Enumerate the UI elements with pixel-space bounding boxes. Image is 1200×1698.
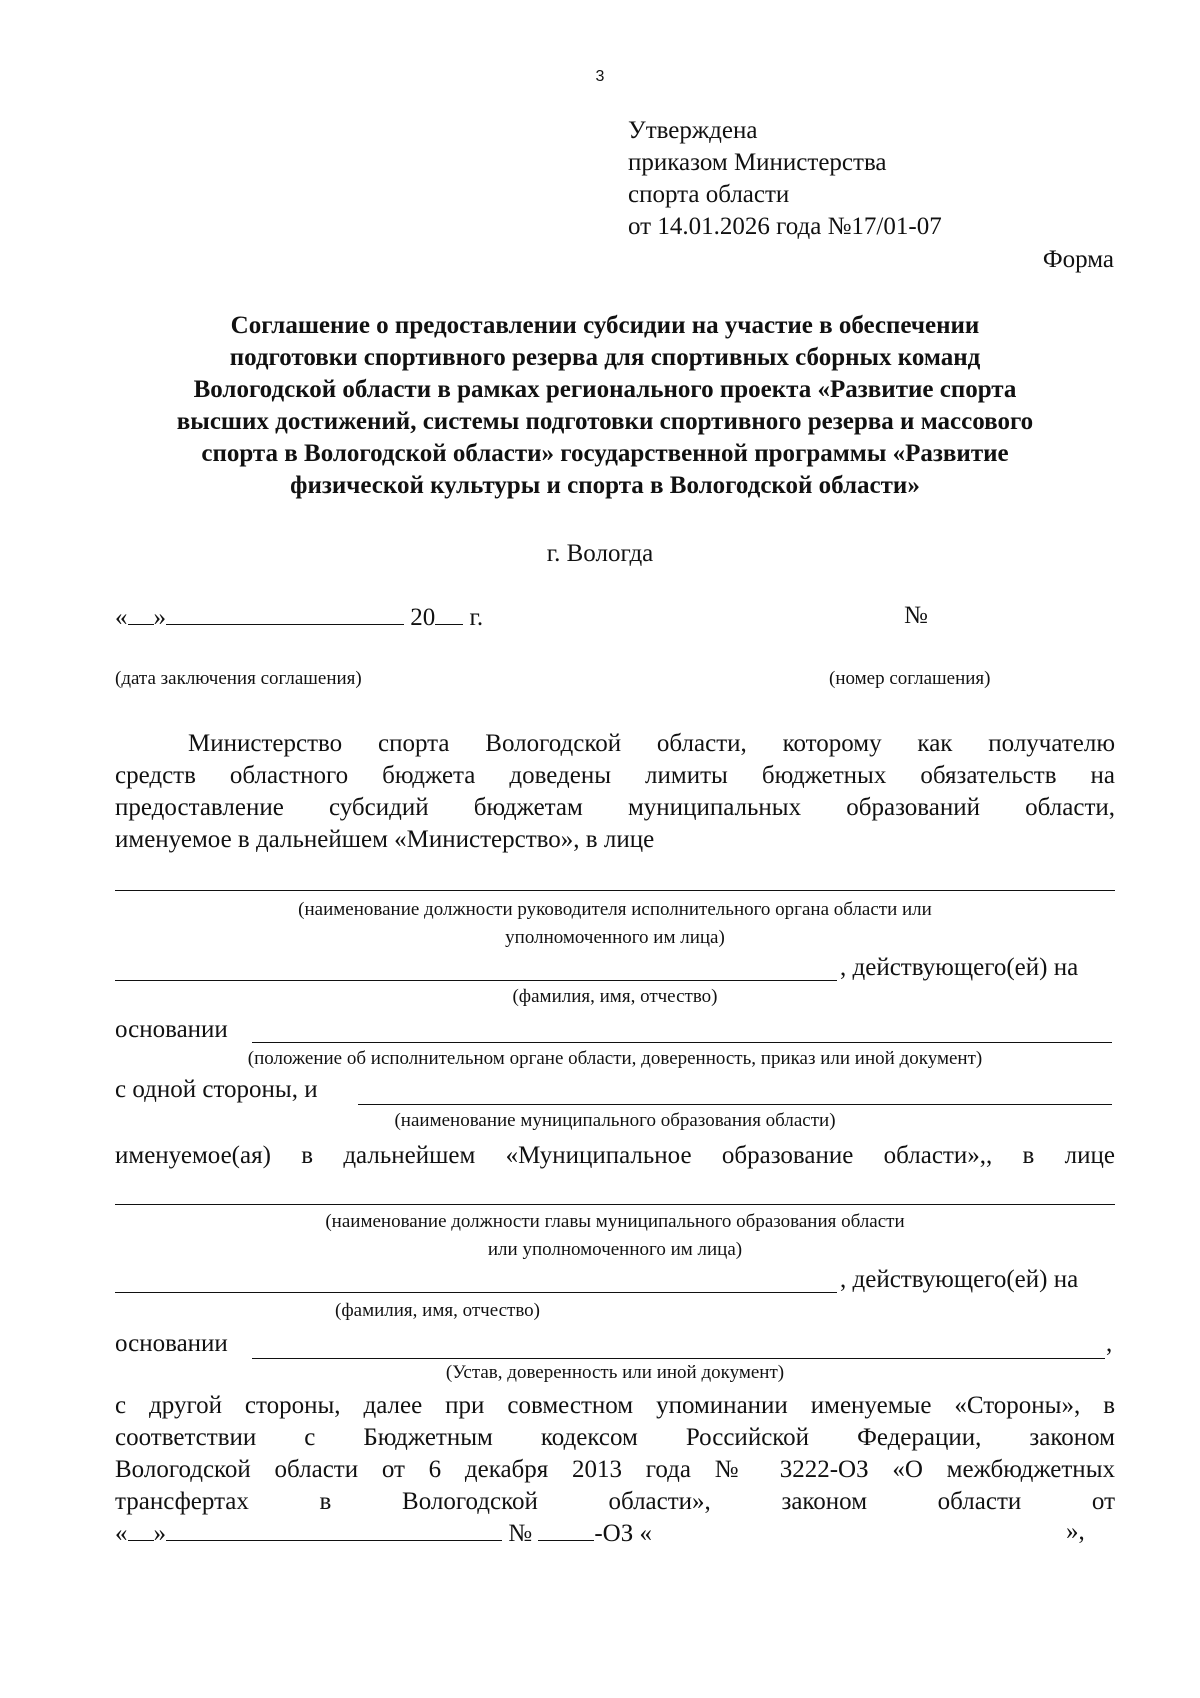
basis-head-blank[interactable]: [252, 1042, 1112, 1043]
date-field[interactable]: [115, 602, 483, 632]
month-blank[interactable]: [166, 602, 404, 625]
basis-mun-caption: (Устав, доверенность или иной документ): [445, 1362, 785, 1383]
law-number-blank[interactable]: [538, 1518, 594, 1541]
fio-mun-blank[interactable]: [115, 1292, 837, 1293]
basis-label: основании: [115, 1016, 228, 1043]
approval-line: от 14.01.2026 года №17/01-07: [628, 213, 942, 240]
title-line: Вологодской области в рамках регионального проекта «Развитие спорта: [193, 376, 1017, 403]
law-number-sign: №: [508, 1520, 533, 1547]
year-suffix: г.: [469, 604, 484, 631]
city: г. Вологда: [546, 540, 654, 567]
approval-line: спорта области: [628, 181, 790, 208]
title-line: высших достижений, системы подготовки спортивного резерва и массового: [176, 408, 1034, 435]
law-month-blank[interactable]: [166, 1518, 502, 1541]
acting-label: , действующего(ей) на: [840, 1266, 1079, 1293]
title-line: спорта в Вологодской области» государственной программы «Развитие: [201, 440, 1009, 467]
intro-paragraph: [115, 728, 1115, 856]
caption-line: (наименование должности главы муниципального образования области: [325, 1211, 905, 1232]
municipality-caption: (наименование муниципального образования области): [394, 1110, 836, 1131]
approval-stamp: [628, 115, 942, 243]
date-caption: (дата заключения соглашения): [115, 668, 362, 689]
closing-line: соответствии с Бюджетным кодексом Российской Федерации, законом: [115, 1424, 1115, 1451]
municipality-blank[interactable]: [358, 1104, 1112, 1105]
intro-line: предоставление субсидий бюджетам муниципальных образований области,: [115, 794, 1115, 821]
number-caption: (номер соглашения): [829, 668, 991, 689]
law-day-blank[interactable]: [128, 1518, 154, 1541]
caption-line: или уполномоченного им лица): [487, 1239, 743, 1260]
caption-line: уполномоченного им лица): [505, 927, 725, 948]
intro-line: средств областного бюджета доведены лимиты бюджетных обязательств на: [115, 762, 1115, 789]
year-blank[interactable]: [435, 602, 463, 625]
page-number: 3: [595, 68, 605, 85]
law-date-field[interactable]: [115, 1518, 652, 1548]
basis-head-caption: (положение об исполнительном органе области, доверенность, приказ или иной документ): [247, 1048, 983, 1069]
position-mun-blank[interactable]: [115, 1204, 1115, 1205]
named-municipality-paragraph: [115, 1140, 1115, 1172]
named-municipality-line: именуемое(ая) в дальнейшем «Муниципальное образование области»,, в лице: [115, 1142, 1115, 1169]
closing-line: с другой стороны, далее при совместном упоминании именуемые «Стороны», в: [115, 1392, 1115, 1419]
closing-line: Вологодской области от 6 декабря 2013 года № 3222-ОЗ «О межбюджетных: [115, 1456, 1115, 1483]
day-blank[interactable]: [128, 602, 154, 625]
closing-paragraph: [115, 1390, 1115, 1518]
one-side-label: с одной стороны, и: [115, 1076, 318, 1103]
form-label: Форма: [1042, 246, 1114, 273]
agreement-number-sign: №: [904, 602, 928, 629]
position-head-blank[interactable]: [115, 890, 1115, 891]
approval-line: приказом Министерства: [628, 149, 887, 176]
fio-head-blank[interactable]: [115, 980, 837, 981]
fio-head-caption: (фамилия, имя, отчество): [512, 986, 718, 1007]
intro-line: именуемое в дальнейшем «Министерство», в лице: [115, 826, 655, 853]
acting-label: , действующего(ей) на: [840, 954, 1079, 981]
quote-close: »: [153, 1520, 166, 1547]
caption-line: (наименование должности руководителя исполнительного органа области или: [298, 899, 932, 920]
position-head-caption: [115, 896, 1115, 952]
position-mun-caption: [115, 1208, 1115, 1264]
quote-close: »: [153, 604, 166, 631]
year-prefix: 20: [410, 604, 436, 631]
law-title-end: »,: [1066, 1518, 1085, 1545]
basis-label: основании: [115, 1330, 228, 1357]
fio-mun-caption: (фамилия, имя, отчество): [335, 1300, 541, 1321]
approval-line: Утверждена: [628, 117, 758, 144]
law-oz: -ОЗ «: [594, 1520, 653, 1547]
document-title: [110, 310, 1100, 502]
quote-open: «: [115, 1520, 128, 1547]
intro-line: Министерство спорта Вологодской области, которому как получателю: [188, 730, 1115, 757]
quote-open: «: [115, 604, 128, 631]
title-line: физической культуры и спорта в Вологодской области»: [290, 472, 920, 499]
basis-mun-blank[interactable]: [252, 1358, 1105, 1359]
title-line: подготовки спортивного резерва для спортивных сборных команд: [229, 344, 981, 371]
closing-line: трансфертах в Вологодской области», законом области от: [115, 1488, 1115, 1515]
basis-comma: ,: [1106, 1330, 1113, 1357]
title-line: Соглашение о предоставлении субсидии на участие в обеспечении: [230, 312, 980, 339]
